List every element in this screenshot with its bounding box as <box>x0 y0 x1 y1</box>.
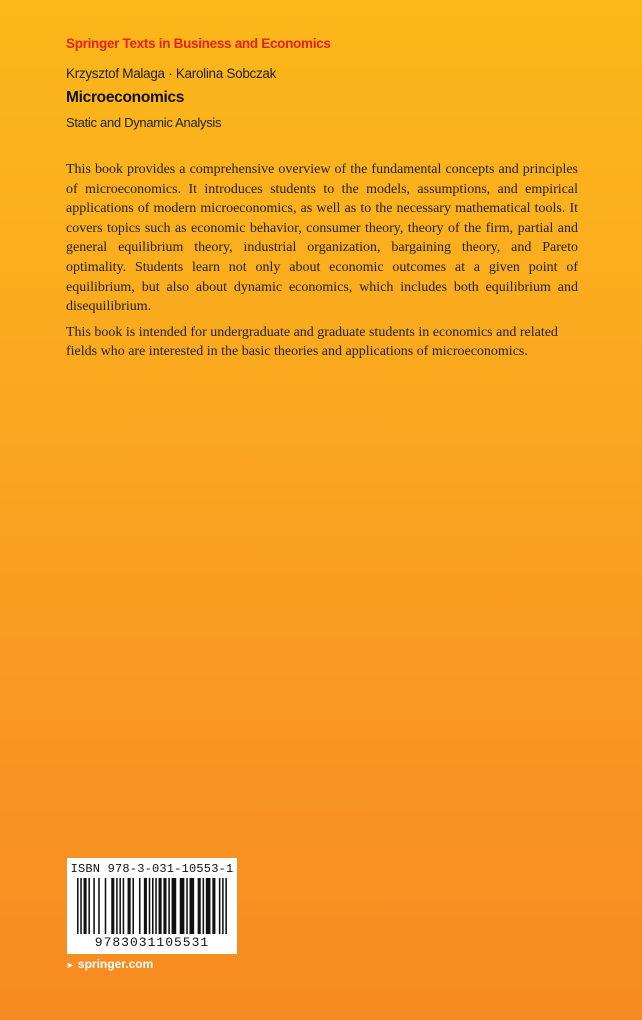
barcode-bar <box>186 878 188 934</box>
barcode-bar <box>144 878 147 934</box>
barcode-bar <box>77 878 79 934</box>
isbn-label: ISBN 978-3-031-10553-1 <box>70 862 234 876</box>
barcode-bar <box>212 878 215 934</box>
barcode-bar <box>98 878 100 934</box>
publisher-link-text: springer.com <box>77 957 154 971</box>
barcode-digits: 9783031105531 <box>94 935 210 950</box>
isbn-barcode <box>67 858 237 954</box>
barcode-bar <box>225 878 227 934</box>
series-title: Springer Texts in Business and Economics <box>66 36 331 51</box>
barcode-bar <box>206 878 211 934</box>
barcode-bar <box>180 878 185 934</box>
barcode-bar <box>168 878 170 934</box>
barcode-bar <box>198 878 201 934</box>
description <box>66 160 578 368</box>
authors: Krzysztof Malaga · Karolina Sobczak <box>66 66 277 81</box>
barcode-bar <box>152 878 154 934</box>
barcode-bar <box>222 878 224 934</box>
barcode-bars <box>77 878 227 934</box>
triangle-right-icon: ► <box>66 960 75 970</box>
publisher-link[interactable] <box>66 957 153 971</box>
barcode-bar <box>119 878 121 934</box>
barcode-bar <box>93 878 95 934</box>
barcode-bar <box>84 878 87 934</box>
barcode-bar <box>172 878 177 934</box>
barcode-bar <box>190 878 195 934</box>
barcode-bar <box>128 878 131 934</box>
barcode-bar <box>219 878 221 934</box>
description-paragraph: This book is intended for undergraduate and graduate students in economics and related fields who are interested in the basic theories and applications of microeconomics. <box>66 324 558 360</box>
barcode-bar <box>105 878 107 934</box>
book-title: Microeconomics <box>66 89 185 106</box>
barcode-bar <box>155 878 157 934</box>
barcode-bar <box>159 878 162 934</box>
book-subtitle: Static and Dynamic Analysis <box>66 115 222 130</box>
barcode-bar <box>123 878 125 934</box>
barcode-bar <box>88 878 90 934</box>
barcode-bar <box>80 878 82 934</box>
barcode-bar <box>203 878 205 934</box>
barcode-bar <box>132 878 134 934</box>
barcode-bar <box>149 878 151 934</box>
barcode-bar <box>139 878 141 934</box>
description-paragraph: This book provides a comprehensive overview of the fundamental concepts and principles of microeconomics. It introduces students to the models, assumptions, and empirical applications of modern microeconomics, as well as to the necessary mathematical tools. It covers topics such as economic behavior, consumer theory, theory of the firm, partial and general equilibrium theory, industrial organization, bargaining theory, and Pareto optimality. Students learn not only about economic outcomes at a given point of equilibrium, but also about dynamic economics, which includes both equilibrium and disequilibrium. <box>66 162 578 315</box>
barcode-bar <box>163 878 166 934</box>
barcode-bar <box>116 878 118 934</box>
barcode-bar <box>111 878 114 934</box>
